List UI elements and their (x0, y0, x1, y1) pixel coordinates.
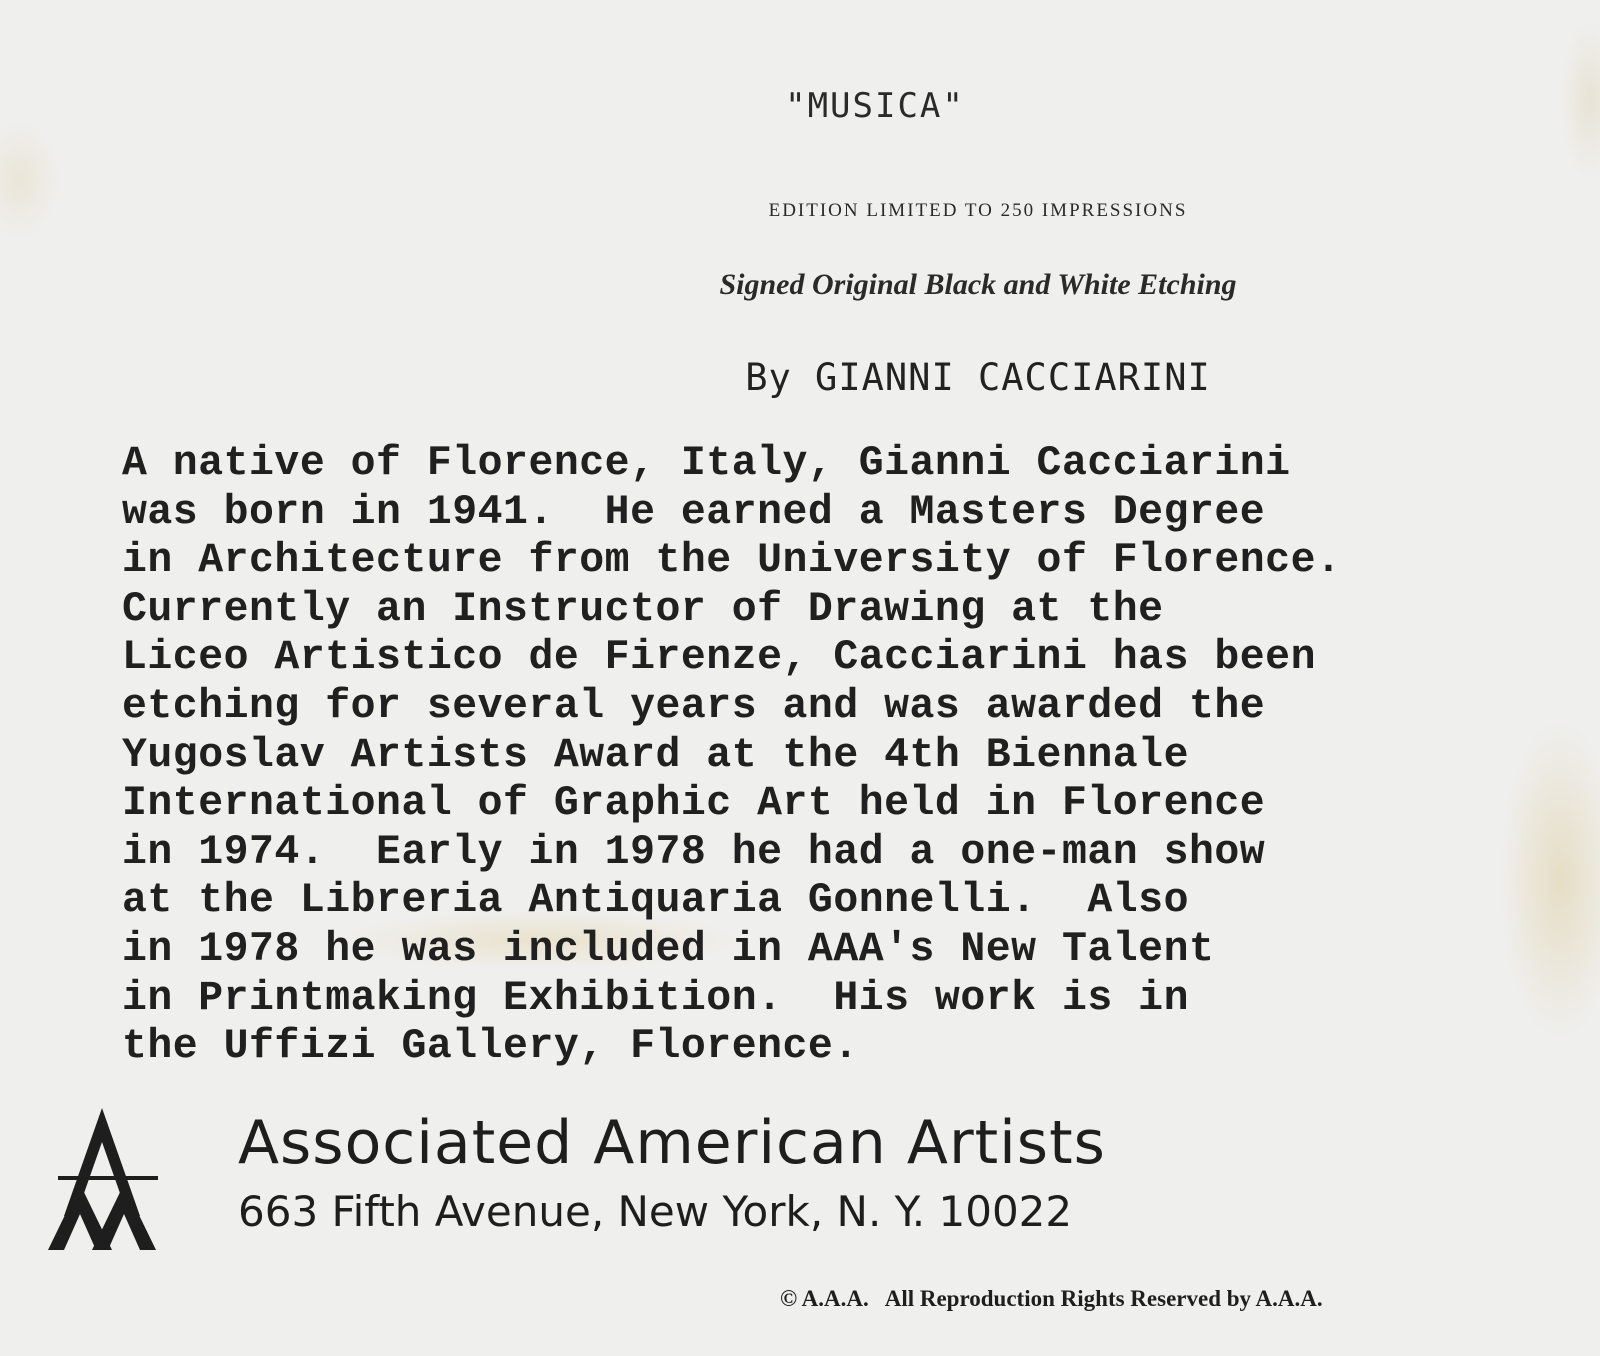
artwork-subtitle: Signed Original Black and White Etching (719, 268, 1237, 301)
bio-line: A native of Florence, Italy, Gianni Cacciarini (122, 440, 1291, 487)
bio-line: Currently an Instructor of Drawing at the (122, 585, 1164, 633)
bio-line: in Architecture from the University of Florence. (122, 537, 1342, 585)
bio-line: International of Graphic Art held in Florence (122, 780, 1266, 828)
artist-byline: By GIANNI CACCIARINI (745, 356, 1211, 399)
bio-line: etching for several years and was awarded the (122, 682, 1266, 730)
bio-line: in 1978 he was included in AAA's New Talent (122, 925, 1215, 973)
bio-line: Yugoslav Artists Award at the 4th Biennale (122, 731, 1189, 779)
edition-note: EDITION LIMITED TO 250 IMPRESSIONS (768, 200, 1188, 221)
copyright-notice: © A.A.A. All Reproduction Rights Reserved by A.A.A. (780, 1286, 1323, 1311)
artwork-title: "MUSICA" (785, 86, 965, 126)
bio-line: at the Libreria Antiquaria Gonnelli. Also (122, 877, 1189, 925)
organization-name: Associated American Artists (238, 1108, 1106, 1178)
bio-line: the Uffizi Gallery, Florence. (122, 1023, 859, 1071)
organization-address: 663 Fifth Avenue, New York, N. Y. 10022 (238, 1187, 1073, 1236)
bio-line: in Printmaking Exhibition. His work is in (122, 974, 1189, 1022)
aaa-logo-icon (44, 1104, 160, 1254)
bio-line: in 1974. Early in 1978 he had a one-man show (122, 828, 1266, 876)
bio-line: Liceo Artistico de Firenze, Cacciarini has been (122, 634, 1316, 682)
bio-line: was born in 1941. He earned a Masters Degree (122, 488, 1266, 536)
artist-biography (122, 440, 1572, 1072)
